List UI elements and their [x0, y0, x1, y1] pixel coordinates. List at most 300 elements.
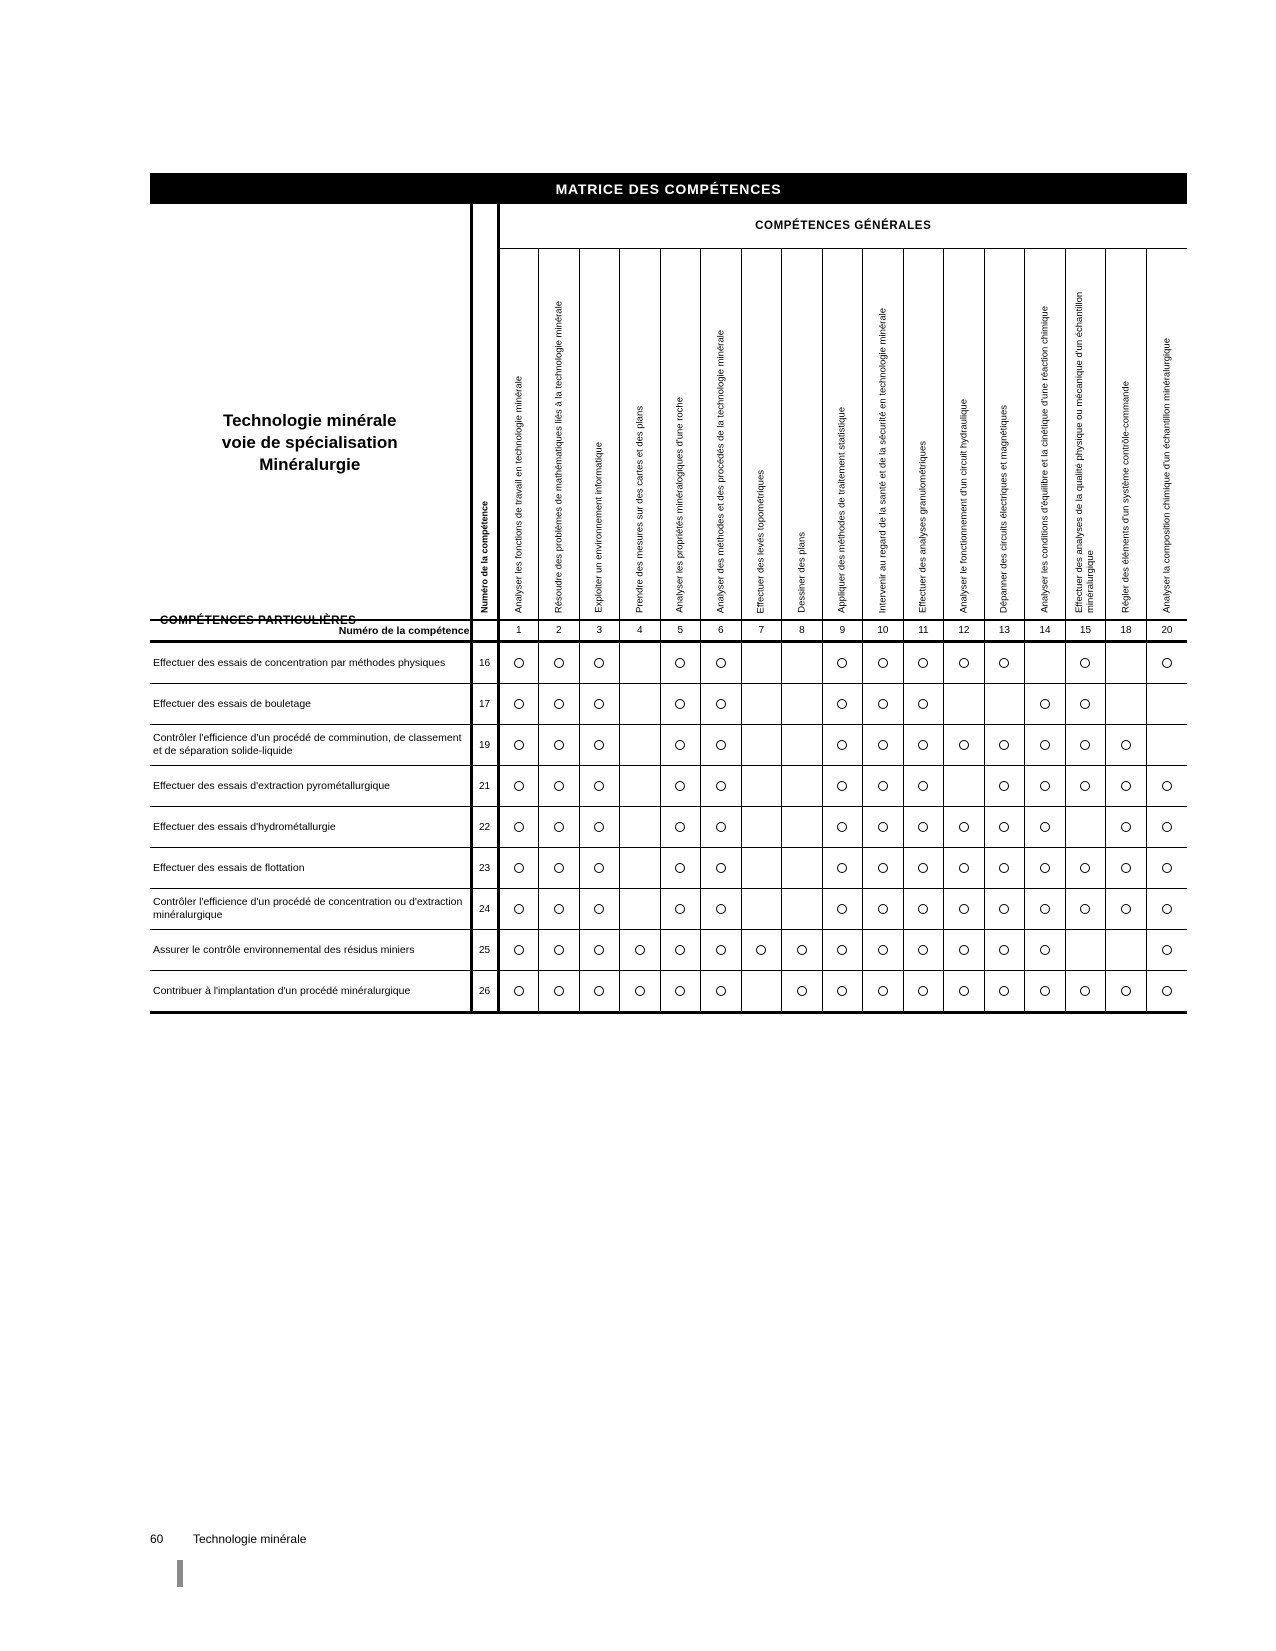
matrix-cell: [944, 684, 985, 725]
circle-mark-icon: [999, 863, 1009, 873]
matrix-cell: [903, 807, 944, 848]
matrix-cell: [660, 971, 701, 1013]
circle-mark-icon: [1121, 904, 1131, 914]
matrix-cell: [539, 766, 580, 807]
particular-competency-name: Contrôler l'efficience d'un procédé de comminution, de classement et de séparation solide-liquide: [150, 725, 471, 766]
matrix-cell: [498, 930, 539, 971]
particular-competency-number: 19: [471, 725, 498, 766]
matrix-cell: [620, 642, 661, 684]
circle-mark-icon: [514, 904, 524, 914]
circle-mark-icon: [1162, 781, 1172, 791]
matrix-cell: [539, 971, 580, 1013]
general-competency-header: [1146, 249, 1187, 621]
circle-mark-icon: [594, 699, 604, 709]
circle-mark-icon: [675, 699, 685, 709]
circle-mark-icon: [1080, 658, 1090, 668]
particular-competency-number: 24: [471, 889, 498, 930]
matrix-cell: [1065, 889, 1106, 930]
circle-mark-icon: [999, 822, 1009, 832]
circle-mark-icon: [514, 863, 524, 873]
matrix-cell: [863, 642, 904, 684]
circle-mark-icon: [1162, 658, 1172, 668]
matrix-cell: [498, 889, 539, 930]
table-row: [150, 725, 1187, 766]
circle-mark-icon: [514, 658, 524, 668]
matrix-cell: [539, 642, 580, 684]
number-row-blank: [471, 620, 498, 642]
matrix-cell: [1065, 971, 1106, 1013]
circle-mark-icon: [878, 863, 888, 873]
circle-mark-icon: [554, 863, 564, 873]
circle-mark-icon: [999, 945, 1009, 955]
matrix-cell: [984, 766, 1025, 807]
table-row: [150, 930, 1187, 971]
matrix-cell: [944, 848, 985, 889]
number-column-header: [471, 204, 498, 620]
matrix-cell: [660, 725, 701, 766]
matrix-cell: [903, 725, 944, 766]
footer-bar: [177, 1560, 183, 1587]
matrix-cell: [944, 642, 985, 684]
matrix-cell: [1106, 971, 1147, 1013]
matrix-cell: [822, 889, 863, 930]
circle-mark-icon: [1040, 781, 1050, 791]
circle-mark-icon: [918, 986, 928, 996]
matrix-cell: [498, 766, 539, 807]
circle-mark-icon: [959, 904, 969, 914]
general-competency-number: 11: [903, 620, 944, 642]
circle-mark-icon: [1040, 699, 1050, 709]
general-competency-label: Appliquer des méthodes de traitement statistique: [836, 407, 848, 613]
circle-mark-icon: [675, 740, 685, 750]
circle-mark-icon: [514, 822, 524, 832]
matrix-cell: [984, 971, 1025, 1013]
circle-mark-icon: [959, 986, 969, 996]
program-header: [150, 204, 471, 627]
circle-mark-icon: [716, 699, 726, 709]
general-competency-label: Dépanner des circuits électriques et magnétiques: [998, 404, 1010, 613]
circle-mark-icon: [635, 986, 645, 996]
particular-competency-name: Contrôler l'efficience d'un procédé de concentration ou d'extraction minéralurgique: [150, 889, 471, 930]
general-competency-label: Analyser des méthodes et des procédés de la technologie minérale: [715, 329, 727, 613]
circle-mark-icon: [716, 781, 726, 791]
matrix-cell: [660, 766, 701, 807]
matrix-cell: [620, 889, 661, 930]
circle-mark-icon: [959, 822, 969, 832]
particular-competency-name: Contribuer à l'implantation d'un procédé minéralurgique: [150, 971, 471, 1013]
circle-mark-icon: [918, 945, 928, 955]
matrix-cell: [1025, 971, 1066, 1013]
matrix-cell: [498, 725, 539, 766]
matrix-cell: [701, 766, 742, 807]
program-track: voie de spécialisation: [221, 433, 398, 452]
circle-mark-icon: [675, 658, 685, 668]
matrix-cell: [1146, 848, 1187, 889]
matrix-cell: [1106, 725, 1147, 766]
circle-mark-icon: [1040, 740, 1050, 750]
matrix-cell: [903, 971, 944, 1013]
general-competency-number: 4: [620, 620, 661, 642]
circle-mark-icon: [918, 822, 928, 832]
circle-mark-icon: [1080, 740, 1090, 750]
circle-mark-icon: [878, 945, 888, 955]
matrix-cell: [1065, 848, 1106, 889]
general-competency-header: [620, 249, 661, 621]
circle-mark-icon: [1040, 863, 1050, 873]
general-competency-label: Analyser les conditions d'équilibre et la cinétique d'une réaction chimique: [1039, 306, 1051, 613]
general-competency-number: 14: [1025, 620, 1066, 642]
circle-mark-icon: [716, 986, 726, 996]
circle-mark-icon: [959, 945, 969, 955]
matrix-cell: [741, 684, 782, 725]
table-row: [150, 766, 1187, 807]
matrix-cell: [620, 807, 661, 848]
matrix-cell: [1146, 807, 1187, 848]
number-column-label: Numéro de la compétence: [479, 500, 489, 613]
circle-mark-icon: [918, 658, 928, 668]
circle-mark-icon: [675, 986, 685, 996]
matrix-cell: [660, 807, 701, 848]
matrix-cell: [660, 930, 701, 971]
circle-mark-icon: [554, 986, 564, 996]
matrix-cell: [984, 725, 1025, 766]
general-competency-header: [1106, 249, 1147, 621]
matrix-cell: [1106, 766, 1147, 807]
matrix-cell: [1025, 807, 1066, 848]
particular-competency-name: Effectuer des essais de concentration par méthodes physiques: [150, 642, 471, 684]
matrix-cell: [1065, 766, 1106, 807]
general-competency-label: Effectuer des levés topométriques: [755, 469, 767, 613]
matrix-cell: [984, 930, 1025, 971]
matrix-cell: [539, 848, 580, 889]
table-row: [150, 684, 1187, 725]
circle-mark-icon: [514, 699, 524, 709]
matrix-cell: [1146, 889, 1187, 930]
circle-mark-icon: [918, 699, 928, 709]
circle-mark-icon: [837, 863, 847, 873]
matrix-cell: [822, 930, 863, 971]
particular-competency-number: 25: [471, 930, 498, 971]
matrix-cell: [1065, 807, 1106, 848]
circle-mark-icon: [878, 822, 888, 832]
general-competency-number: 3: [579, 620, 620, 642]
general-competency-number: 20: [1146, 620, 1187, 642]
circle-mark-icon: [837, 781, 847, 791]
matrix-cell: [1146, 725, 1187, 766]
matrix-cell: [1025, 725, 1066, 766]
matrix-cell: [1065, 642, 1106, 684]
circle-mark-icon: [514, 945, 524, 955]
page-number: 60: [150, 1532, 164, 1546]
particular-competency-name: Effectuer des essais d'hydrométallurgie: [150, 807, 471, 848]
matrix-cell: [579, 684, 620, 725]
matrix-cell: [579, 807, 620, 848]
general-competency-label: Analyser les propriétés minéralogiques d'une roche: [674, 397, 686, 613]
table-row: [150, 642, 1187, 684]
general-competency-label: Effectuer des analyses de la qualité physique ou mécanique d'un échantillon minéralurgique: [1074, 291, 1097, 613]
general-competency-label: Régler des éléments d'un système contrôle-commande: [1120, 380, 1132, 613]
matrix-cell: [863, 971, 904, 1013]
circle-mark-icon: [594, 986, 604, 996]
matrix-cell: [782, 971, 823, 1013]
circle-mark-icon: [837, 986, 847, 996]
general-competency-label: Analyser les fonctions de travail en technologie minérale: [513, 375, 525, 613]
matrix-cell: [1106, 848, 1147, 889]
circle-mark-icon: [594, 781, 604, 791]
circle-mark-icon: [554, 822, 564, 832]
table-row: [150, 971, 1187, 1013]
matrix-cell: [1146, 930, 1187, 971]
matrix-cell: [620, 930, 661, 971]
matrix-cell: [741, 848, 782, 889]
circle-mark-icon: [514, 986, 524, 996]
matrix-cell: [620, 971, 661, 1013]
matrix-cell: [1025, 642, 1066, 684]
matrix-cell: [1106, 642, 1147, 684]
matrix-cell: [822, 725, 863, 766]
circle-mark-icon: [594, 822, 604, 832]
matrix-cell: [701, 930, 742, 971]
general-competency-header: [1025, 249, 1066, 621]
circle-mark-icon: [554, 658, 564, 668]
matrix-cell: [1025, 848, 1066, 889]
matrix-cell: [782, 807, 823, 848]
circle-mark-icon: [999, 986, 1009, 996]
circle-mark-icon: [1080, 863, 1090, 873]
circle-mark-icon: [999, 781, 1009, 791]
matrix-cell: [903, 642, 944, 684]
general-competency-header: [903, 249, 944, 621]
circle-mark-icon: [918, 863, 928, 873]
circle-mark-icon: [514, 740, 524, 750]
circle-mark-icon: [716, 945, 726, 955]
matrix-cell: [1025, 889, 1066, 930]
matrix-cell: [620, 766, 661, 807]
matrix-cell: [944, 889, 985, 930]
general-competency-header: [741, 249, 782, 621]
matrix-cell: [741, 971, 782, 1013]
matrix-cell: [863, 889, 904, 930]
matrix-cell: [741, 930, 782, 971]
general-competency-number: 5: [660, 620, 701, 642]
general-competency-number: 13: [984, 620, 1025, 642]
matrix-cell: [539, 930, 580, 971]
matrix-cell: [741, 889, 782, 930]
circle-mark-icon: [918, 781, 928, 791]
matrix-cell: [660, 848, 701, 889]
circle-mark-icon: [878, 658, 888, 668]
circle-mark-icon: [675, 945, 685, 955]
general-competency-label: Intervenir au regard de la santé et de la sécurité en technologie minérale: [877, 307, 889, 613]
general-competency-label: Résoudre des problèmes de mathématiques liés à la technologie minérale: [553, 300, 565, 613]
circle-mark-icon: [554, 699, 564, 709]
matrix-cell: [1106, 889, 1147, 930]
circle-mark-icon: [1121, 740, 1131, 750]
circle-mark-icon: [716, 863, 726, 873]
general-competency-number: 9: [822, 620, 863, 642]
matrix-cell: [701, 642, 742, 684]
circle-mark-icon: [594, 740, 604, 750]
general-competency-label: Effectuer des analyses granulométriques: [917, 441, 929, 613]
matrix-cell: [863, 807, 904, 848]
particular-competency-name: Effectuer des essais de flottation: [150, 848, 471, 889]
matrix-cell: [579, 766, 620, 807]
general-competency-label: Exploiter un environnement informatique: [593, 442, 605, 613]
matrix-cell: [984, 642, 1025, 684]
matrix-cell: [1106, 684, 1147, 725]
matrix-cell: [701, 807, 742, 848]
general-competencies-label: COMPÉTENCES GÉNÉRALES: [498, 204, 1187, 249]
matrix-cell: [539, 807, 580, 848]
particular-competency-name: Effectuer des essais d'extraction pyrométallurgique: [150, 766, 471, 807]
particular-competency-name: Assurer le contrôle environnemental des résidus miniers: [150, 930, 471, 971]
circle-mark-icon: [716, 822, 726, 832]
matrix-cell: [782, 684, 823, 725]
matrix-cell: [579, 725, 620, 766]
circle-mark-icon: [837, 822, 847, 832]
circle-mark-icon: [594, 945, 604, 955]
program-name: Technologie minérale: [222, 411, 397, 430]
general-competency-number: 6: [701, 620, 742, 642]
circle-mark-icon: [675, 863, 685, 873]
general-competency-number: 15: [1065, 620, 1106, 642]
matrix-cell: [863, 848, 904, 889]
circle-mark-icon: [514, 781, 524, 791]
matrix-cell: [984, 848, 1025, 889]
circle-mark-icon: [1121, 781, 1131, 791]
matrix-title: MATRICE DES COMPÉTENCES: [150, 173, 1187, 204]
matrix-cell: [579, 889, 620, 930]
matrix-cell: [660, 684, 701, 725]
footer-title: Technologie minérale: [193, 1532, 307, 1546]
matrix-cell: [822, 807, 863, 848]
circle-mark-icon: [594, 904, 604, 914]
matrix-cell: [498, 684, 539, 725]
circle-mark-icon: [554, 904, 564, 914]
competency-matrix: [150, 173, 1187, 1014]
general-competency-number: 12: [944, 620, 985, 642]
circle-mark-icon: [959, 863, 969, 873]
matrix-cell: [1146, 642, 1187, 684]
matrix-cell: [822, 642, 863, 684]
matrix-cell: [660, 889, 701, 930]
circle-mark-icon: [1162, 986, 1172, 996]
general-competency-header: [539, 249, 580, 621]
matrix-cell: [782, 642, 823, 684]
general-competency-header: [984, 249, 1025, 621]
circle-mark-icon: [756, 945, 766, 955]
circle-mark-icon: [1040, 986, 1050, 996]
matrix-cell: [701, 684, 742, 725]
circle-mark-icon: [918, 904, 928, 914]
table-row: [150, 807, 1187, 848]
circle-mark-icon: [554, 740, 564, 750]
circle-mark-icon: [675, 822, 685, 832]
table-row: [150, 848, 1187, 889]
circle-mark-icon: [675, 781, 685, 791]
matrix-cell: [903, 684, 944, 725]
circle-mark-icon: [554, 945, 564, 955]
circle-mark-icon: [1162, 863, 1172, 873]
matrix-cell: [944, 766, 985, 807]
matrix-cell: [701, 889, 742, 930]
matrix-cell: [701, 725, 742, 766]
circle-mark-icon: [999, 904, 1009, 914]
circle-mark-icon: [1080, 904, 1090, 914]
circle-mark-icon: [837, 658, 847, 668]
circle-mark-icon: [878, 740, 888, 750]
matrix-body: [150, 642, 1187, 1013]
general-competency-number: 10: [863, 620, 904, 642]
matrix-cell: [1106, 930, 1147, 971]
matrix-cell: [1065, 725, 1106, 766]
matrix-cell: [1106, 807, 1147, 848]
number-row-label: Numéro de la compétence: [150, 620, 471, 642]
circle-mark-icon: [716, 658, 726, 668]
general-competency-header: [822, 249, 863, 621]
particular-competency-number: 16: [471, 642, 498, 684]
general-competency-number: 1: [498, 620, 539, 642]
matrix-cell: [498, 642, 539, 684]
matrix-cell: [498, 971, 539, 1013]
matrix-cell: [863, 766, 904, 807]
program-title: [150, 410, 470, 476]
circle-mark-icon: [1040, 945, 1050, 955]
circle-mark-icon: [959, 658, 969, 668]
circle-mark-icon: [837, 699, 847, 709]
circle-mark-icon: [878, 986, 888, 996]
circle-mark-icon: [999, 740, 1009, 750]
particular-competency-number: 23: [471, 848, 498, 889]
general-competency-header: [660, 249, 701, 621]
matrix-cell: [741, 725, 782, 766]
general-competency-header: [701, 249, 742, 621]
matrix-cell: [903, 930, 944, 971]
matrix-cell: [1065, 930, 1106, 971]
matrix-cell: [620, 848, 661, 889]
matrix-cell: [782, 848, 823, 889]
general-competency-number: 7: [741, 620, 782, 642]
matrix-cell: [498, 807, 539, 848]
circle-mark-icon: [878, 781, 888, 791]
general-competency-number: 18: [1106, 620, 1147, 642]
circle-mark-icon: [716, 904, 726, 914]
matrix-cell: [984, 684, 1025, 725]
circle-mark-icon: [959, 740, 969, 750]
matrix-cell: [984, 807, 1025, 848]
program-specialization: Minéralurgie: [259, 455, 361, 474]
circle-mark-icon: [999, 658, 1009, 668]
particular-competency-number: 17: [471, 684, 498, 725]
matrix-cell: [620, 725, 661, 766]
matrix-cell: [741, 807, 782, 848]
matrix-cell: [701, 848, 742, 889]
general-competency-label: Analyser la composition chimique d'un échantillon minéralurgique: [1161, 338, 1173, 613]
matrix-cell: [579, 930, 620, 971]
circle-mark-icon: [878, 904, 888, 914]
matrix-cell: [741, 766, 782, 807]
circle-mark-icon: [1080, 781, 1090, 791]
circle-mark-icon: [797, 986, 807, 996]
general-competency-header: [782, 249, 823, 621]
matrix-cell: [782, 930, 823, 971]
general-competency-label: Prendre des mesures sur des cartes et des plans: [634, 406, 646, 613]
particular-competencies-label: COMPÉTENCES PARTICULIÈRES: [160, 615, 357, 627]
circle-mark-icon: [918, 740, 928, 750]
matrix-cell: [579, 642, 620, 684]
matrix-cell: [863, 930, 904, 971]
circle-mark-icon: [1080, 986, 1090, 996]
